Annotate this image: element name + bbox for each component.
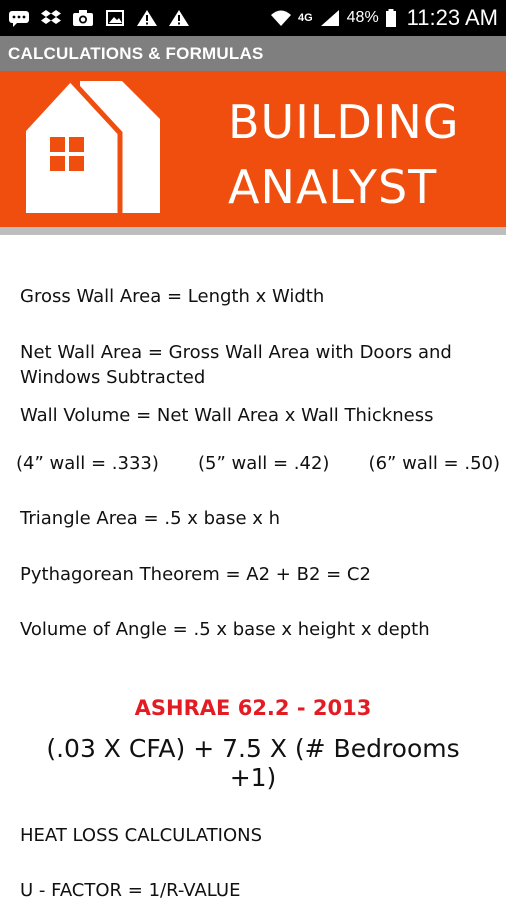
app-bar-title: CALCULATIONS & FORMULAS	[8, 43, 264, 63]
wall-thickness-row	[16, 451, 500, 476]
u-factor-formula: U - FACTOR = 1/R-VALUE	[20, 880, 241, 901]
formula-net-wall-area: Net Wall Area = Gross Wall Area with Doors and Windows Subtracted	[20, 342, 452, 388]
banner-title-line2: ANALYST	[228, 160, 438, 214]
formula-wall-volume: Wall Volume = Net Wall Area x Wall Thickness	[20, 405, 434, 426]
image-icon	[104, 9, 126, 27]
banner-divider	[0, 227, 506, 235]
signal-icon	[319, 9, 341, 27]
dropbox-icon	[40, 9, 62, 27]
app-bar	[0, 36, 506, 71]
formula-volume-of-angle: Volume of Angle = .5 x base x height x depth	[20, 619, 430, 640]
ashrae-title: ASHRAE 62.2 - 2013	[134, 696, 372, 720]
heat-loss-heading: HEAT LOSS CALCULATIONS	[20, 825, 263, 846]
warning-icon	[136, 9, 158, 27]
formula-gross-wall-area: Gross Wall Area = Length x Width	[20, 286, 325, 307]
battery-percent: 48%	[346, 9, 379, 26]
house-logo-icon	[24, 79, 164, 219]
battery-icon	[385, 9, 397, 27]
banner-title-line1: BUILDING	[228, 95, 460, 149]
formula-triangle-area: Triangle Area = .5 x base x h	[20, 508, 281, 529]
building-analyst-banner	[0, 71, 506, 227]
ashrae-formula: (.03 X CFA) + 7.5 X (# Bedrooms +1)	[46, 734, 460, 792]
network-type: 4G	[297, 12, 313, 24]
wall-thickness-5in: (5” wall = .42)	[198, 453, 330, 474]
camera-icon	[72, 9, 94, 27]
wall-thickness-6in: (6” wall = .50)	[368, 453, 500, 474]
wifi-icon	[270, 9, 292, 27]
status-bar	[0, 0, 506, 36]
notification-icons	[8, 9, 190, 27]
warning-icon	[168, 9, 190, 27]
clock: 11:23 AM	[406, 5, 498, 30]
system-status	[270, 5, 498, 31]
chat-icon	[8, 9, 30, 27]
wall-thickness-4in: (4” wall = .333)	[16, 453, 159, 474]
formula-pythagorean: Pythagorean Theorem = A2 + B2 = C2	[20, 564, 371, 585]
